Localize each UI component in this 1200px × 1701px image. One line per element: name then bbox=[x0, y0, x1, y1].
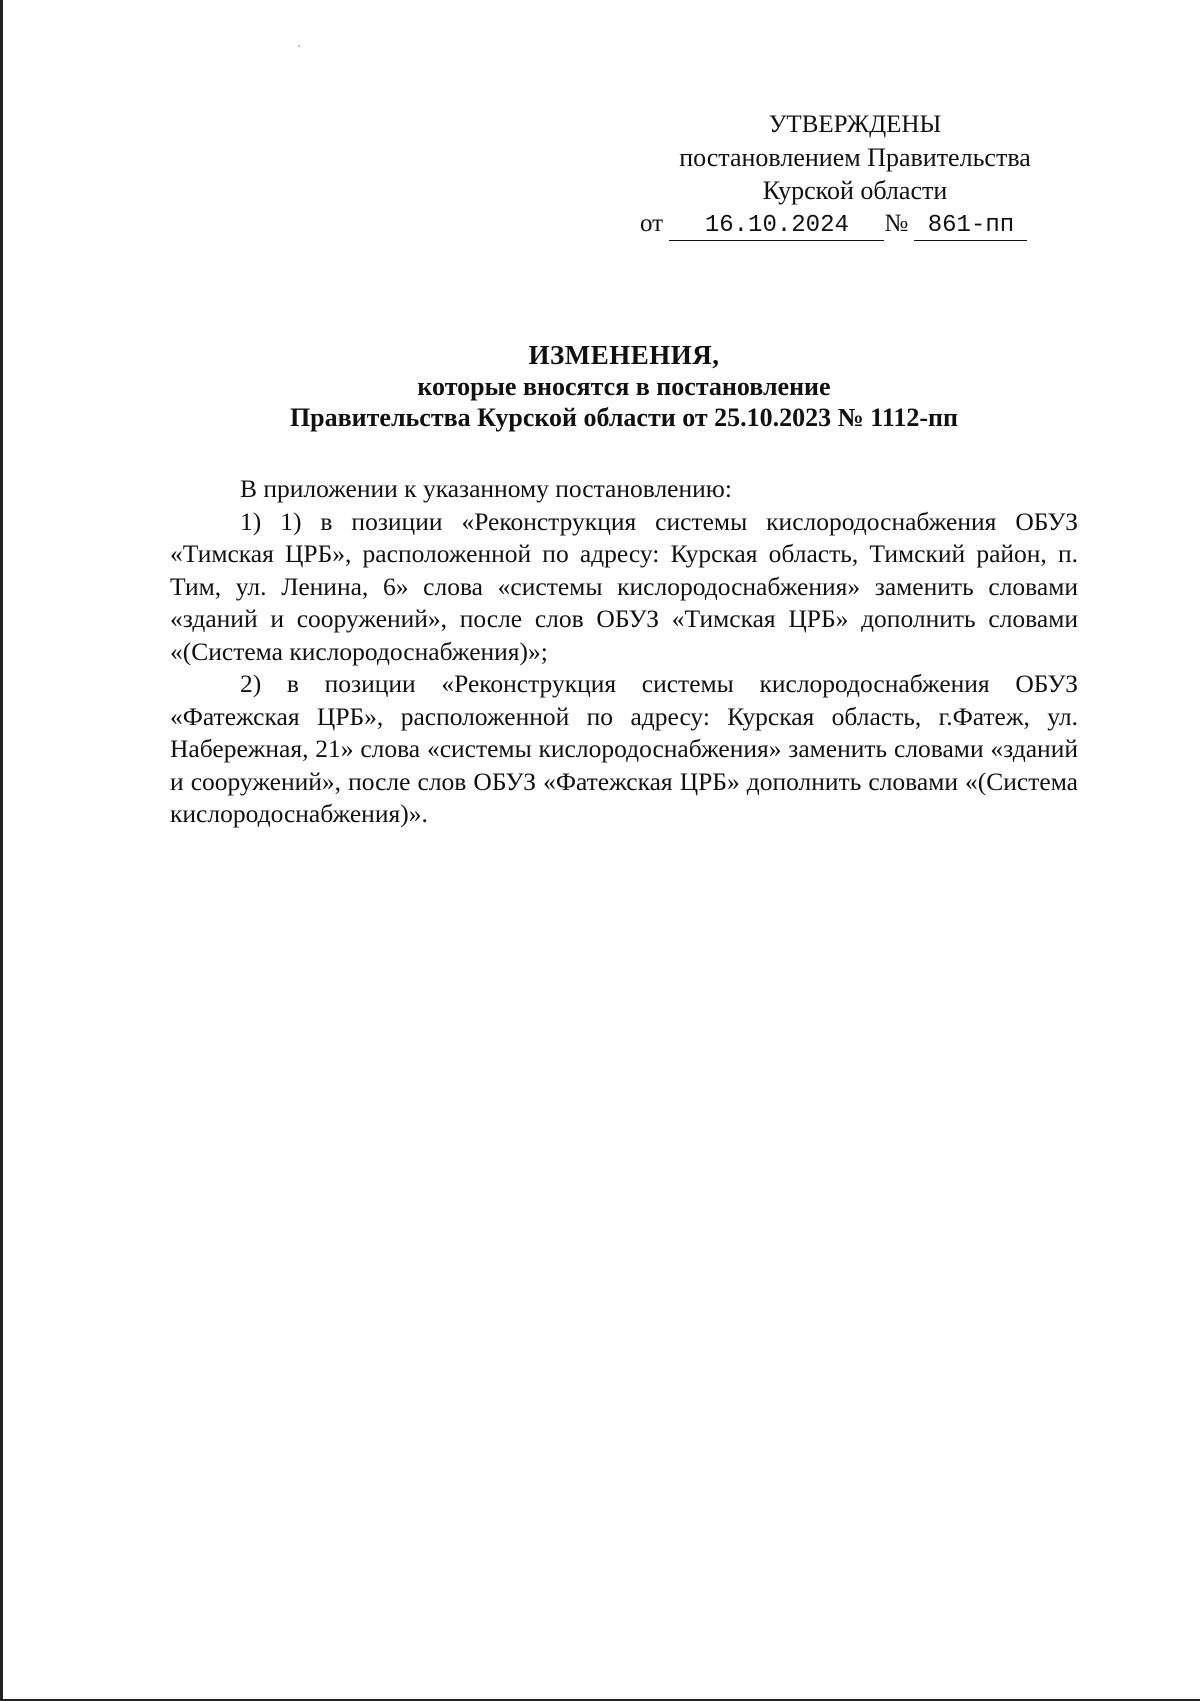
approval-line-2: Курской области bbox=[762, 176, 948, 205]
approval-date-number-row bbox=[640, 207, 1070, 241]
number-label: № bbox=[884, 210, 909, 237]
approval-stamp bbox=[640, 108, 1070, 241]
approval-date: 16.10.2024 bbox=[669, 212, 884, 241]
body-item-1: 1) 1) в позиции «Реконструкция системы кислородоснабжения ОБУЗ «Тимская ЦРБ», расположенной по адресу: Курская область, Тимский район, п. Тим, ул. Ленина, 6» слова «системы кислородоснабжения» заменить словами «зданий и сооружений», после слов ОБУЗ «Тимская ЦРБ» дополнить словами «(Система кислородоснабжения)»; bbox=[170, 506, 1078, 666]
body-intro: В приложении к указанному постановлению: bbox=[240, 474, 732, 503]
body-item-2: 2) в позиции «Реконструкция системы кислородоснабжения ОБУЗ «Фатежская ЦРБ», расположенной по адресу: Курская область, г.Фатеж, ул. Набережная, 21» слова «системы кислородоснабжения» заменить словами «зданий и сооружений», после слов ОБУЗ «Фатежская ЦРБ» дополнить словами «(Система кислородоснабжения)». bbox=[170, 669, 1078, 828]
scan-speck bbox=[298, 45, 300, 47]
title-line-3: Правительства Курской области от 25.10.2023 № 1112-пп bbox=[289, 403, 959, 432]
from-label: от bbox=[640, 210, 664, 237]
scan-left-edge bbox=[0, 0, 3, 1701]
title-main: ИЗМЕНЕНИЯ, bbox=[528, 340, 720, 370]
approval-line-1: постановлением Правительства bbox=[679, 143, 1031, 172]
title-line-2: которые вносятся в постановление bbox=[417, 372, 831, 401]
approval-heading: УТВЕРЖДЕНЫ bbox=[768, 111, 942, 138]
document-body bbox=[170, 473, 1078, 831]
approval-number: 861-пп bbox=[914, 212, 1027, 241]
document-title bbox=[170, 340, 1078, 433]
